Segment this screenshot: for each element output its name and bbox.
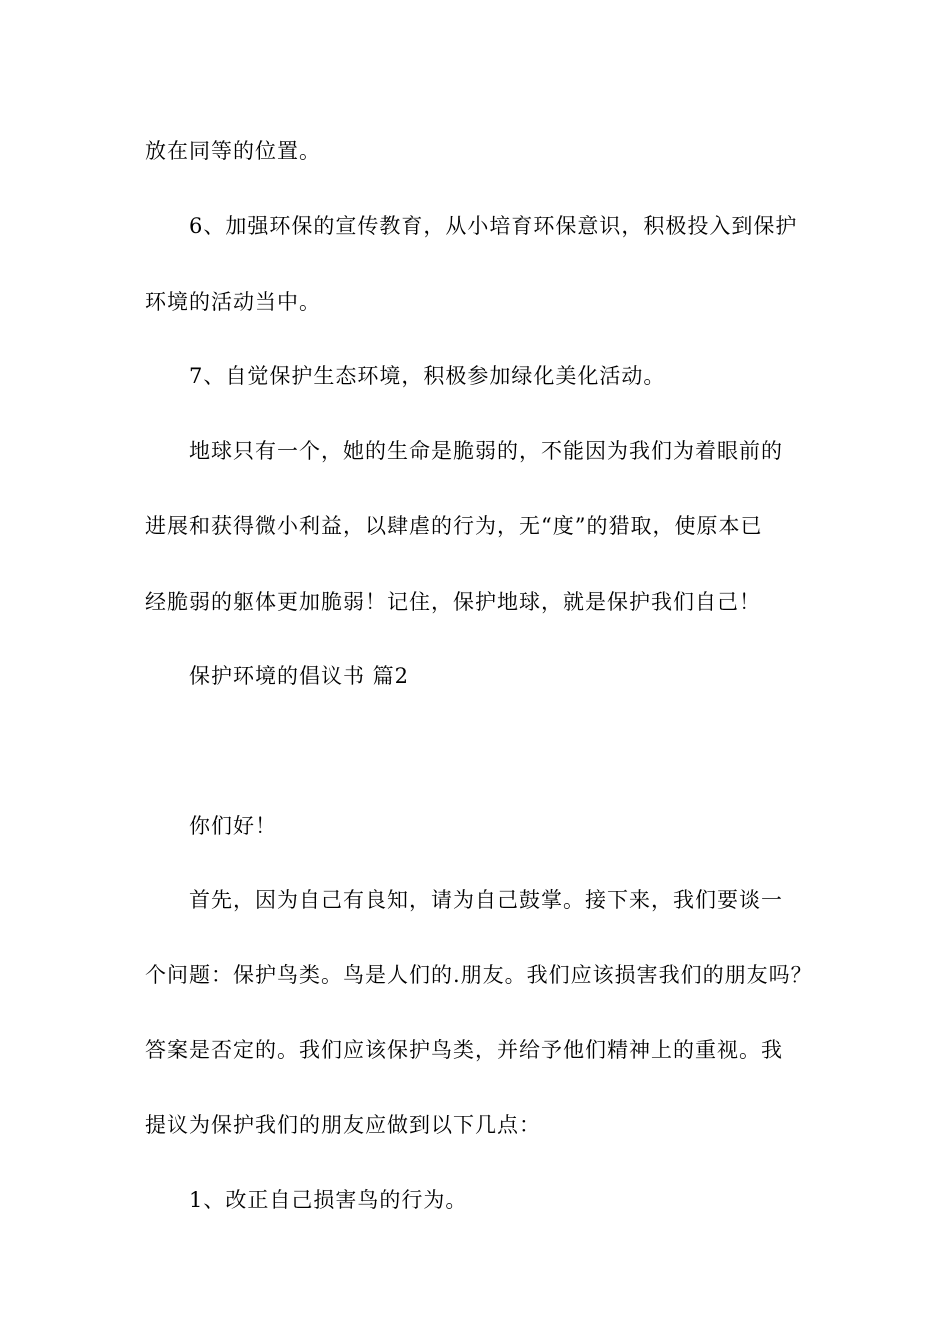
text-line: 放在同等的位置。	[145, 139, 321, 163]
text-line: 首先，因为自己有良知，请为自己鼓掌。接下来，我们要谈一	[189, 888, 783, 912]
text-line: 经脆弱的躯体更加脆弱！记住，保护地球，就是保护我们自己！	[145, 590, 761, 614]
text-line: 进展和获得微小利益，以肆虐的行为，无“度”的猎取，使原本已	[145, 514, 763, 538]
text-line: 个问题：保护鸟类。鸟是人们的.朋友。我们应该损害我们的朋友吗？	[145, 963, 813, 987]
text-line: 地球只有一个，她的生命是脆弱的，不能因为我们为着眼前的	[189, 439, 783, 463]
text-line: 7、自觉保护生态环境，积极参加绿化美化活动。	[189, 364, 666, 388]
text-line: 环境的活动当中。	[145, 290, 321, 314]
text-line: 6、加强环保的宣传教育，从小培育环保意识，积极投入到保护	[189, 214, 798, 238]
section-heading: 保护环境的倡议书 篇2	[189, 664, 410, 688]
text-line: 1、改正自己损害鸟的行为。	[189, 1188, 468, 1212]
text-line: 答案是否定的。我们应该保护鸟类，并给予他们精神上的重视。我	[145, 1038, 783, 1062]
text-line: 提议为保护我们的朋友应做到以下几点：	[145, 1113, 541, 1137]
greeting-line: 你们好！	[189, 814, 277, 838]
